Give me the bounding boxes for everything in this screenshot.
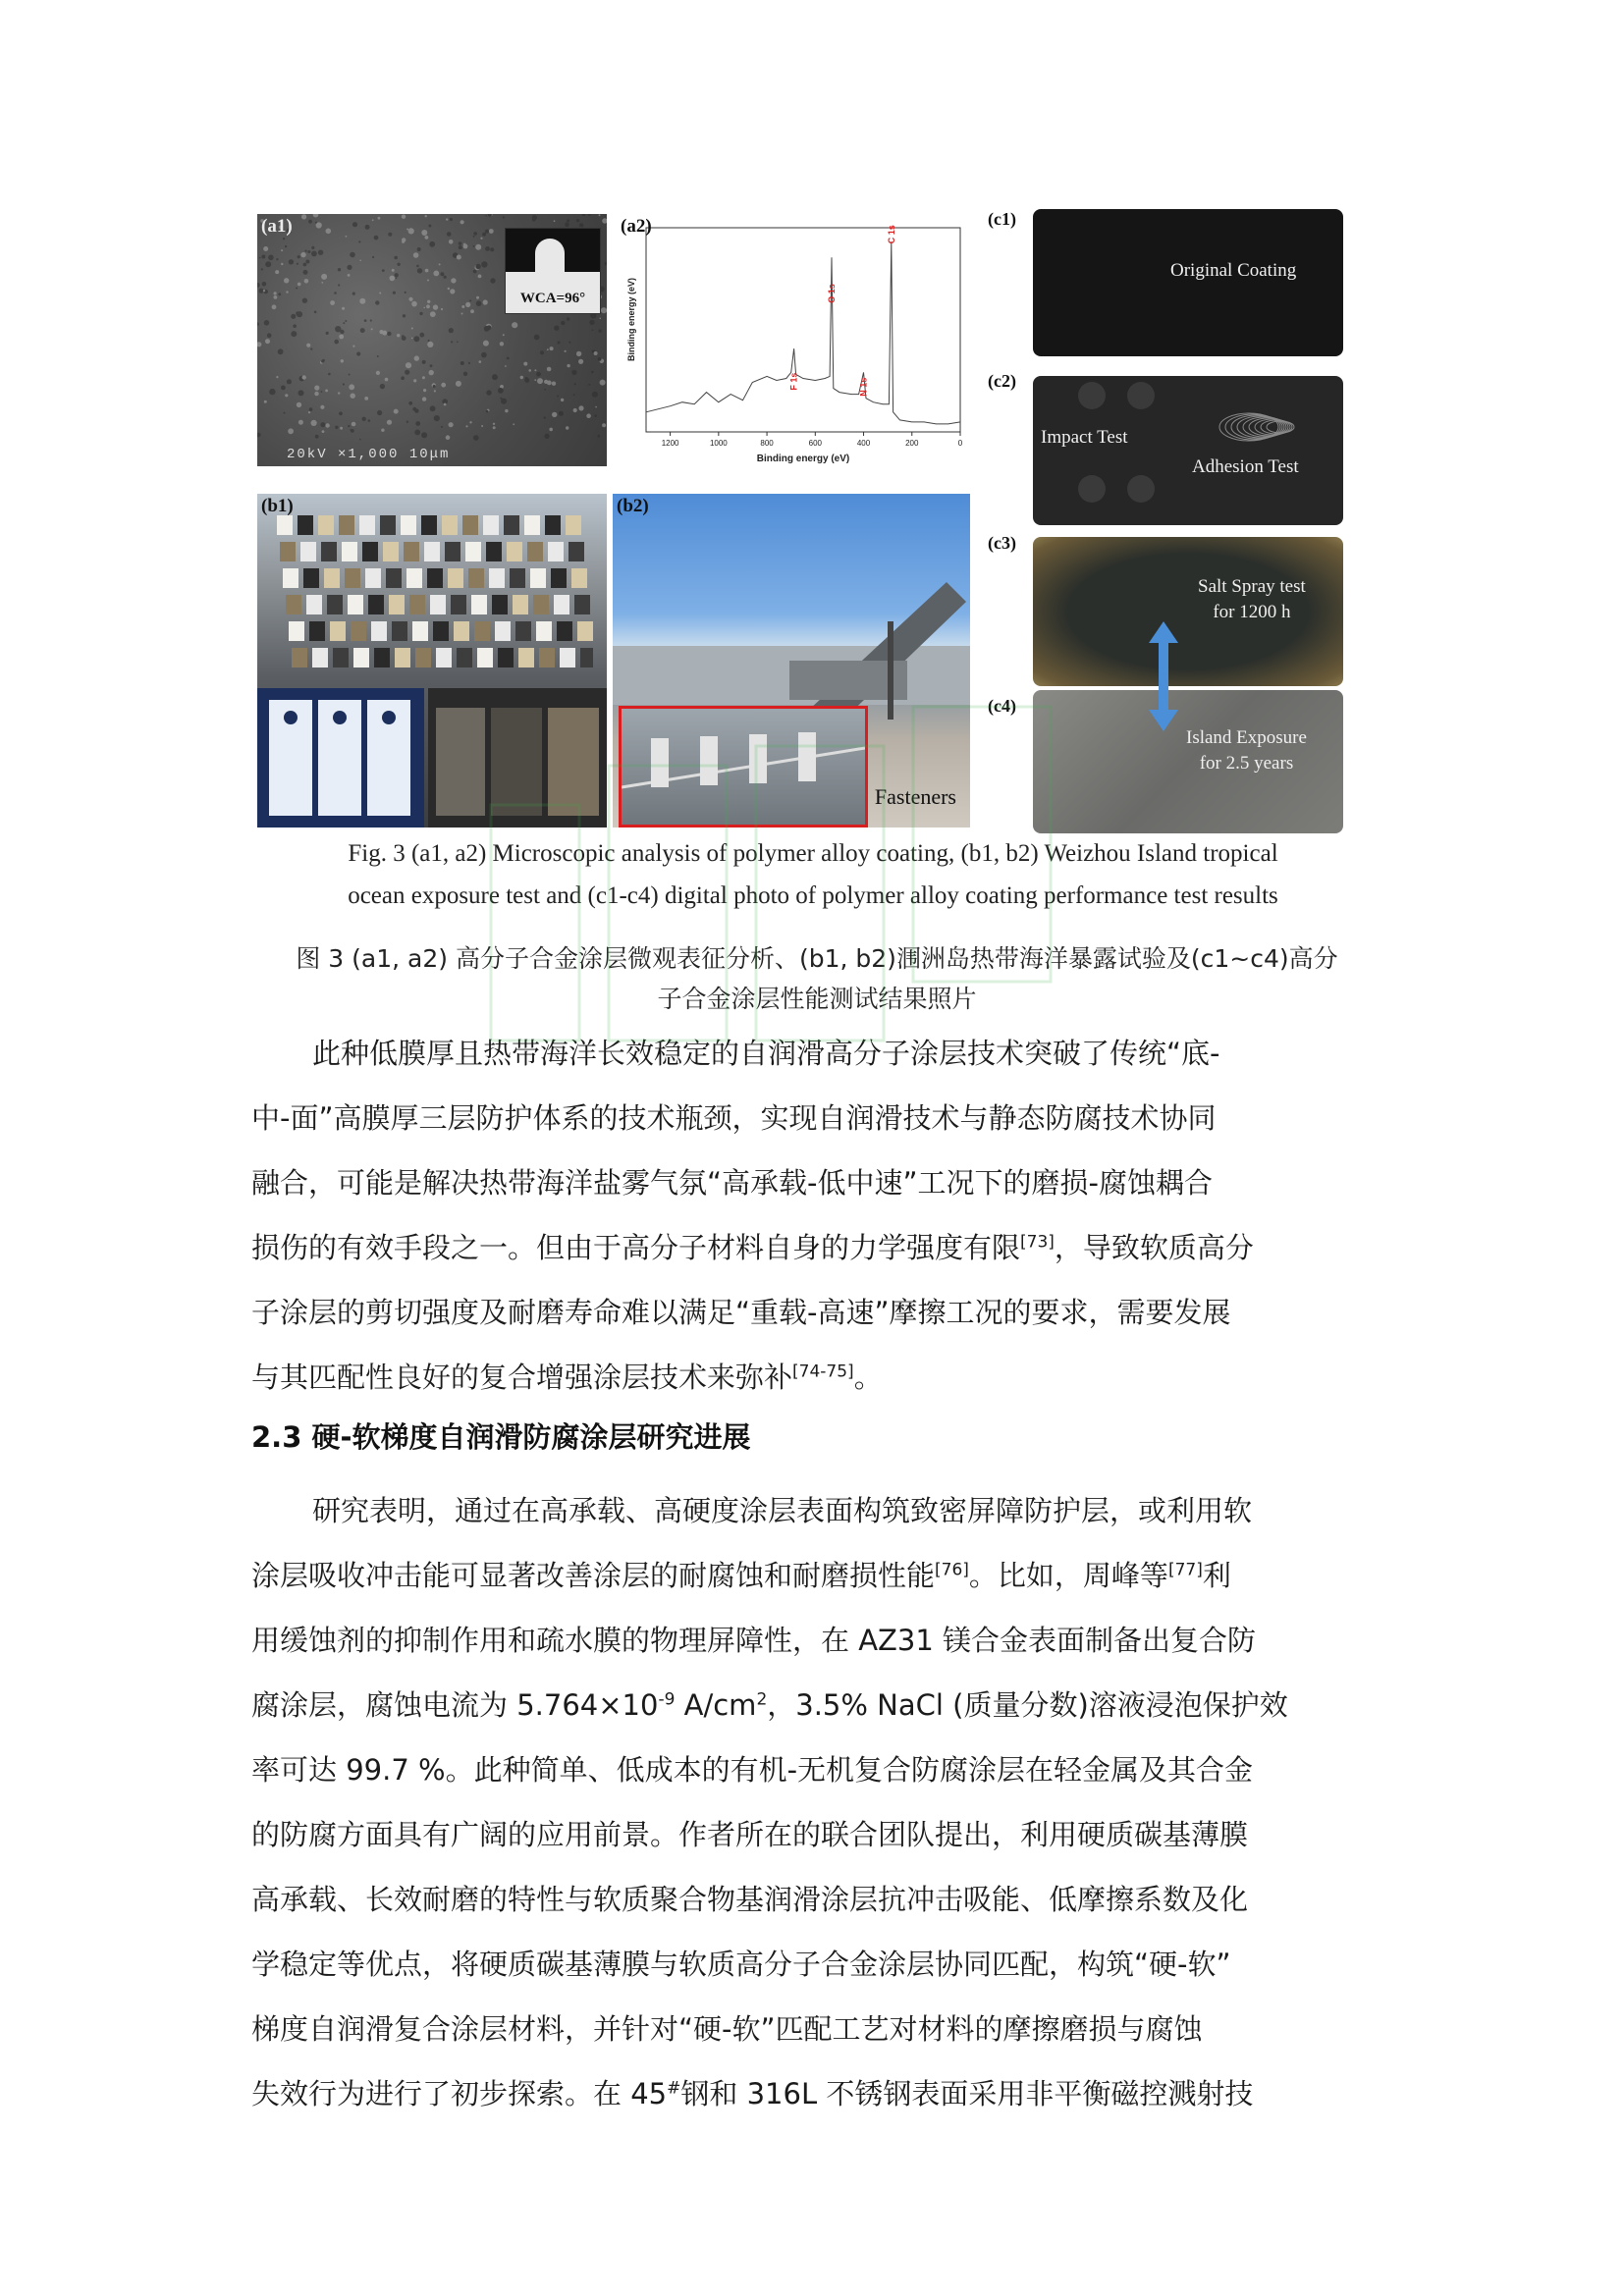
xps-x-tick-label: 1000 <box>709 439 728 448</box>
adhesion-test-label: Adhesion Test <box>1192 456 1299 477</box>
para1-line3: 融合，可能是解决热带海洋盐雾气氛“高承载-低中速”工况下的磨损-腐蚀耦合 <box>251 1166 1213 1200</box>
xps-x-tick-label: 800 <box>760 439 774 448</box>
xps-x-tick-label: 1200 <box>661 439 679 448</box>
sample-inset-blue <box>257 688 424 828</box>
salt-spray-label <box>1198 574 1306 625</box>
para2-line10: 失效行为进行了初步探索。在 45#钢和 316L 不锈钢表面采用非平衡磁控溅射技 <box>251 2077 1254 2110</box>
sample-rack-grid <box>269 507 593 679</box>
para2-line1: 研究表明，通过在高承载、高硬度涂层表面构筑致密屏障防护层，或利用软 <box>312 1494 1253 1527</box>
salt-spray-photo-c3 <box>1033 537 1343 686</box>
droplet-icon <box>535 239 565 272</box>
xps-x-tick-label: 400 <box>856 439 871 448</box>
panel-label-b1: (b1) <box>261 496 294 516</box>
para2-line4: 腐涂层，腐蚀电流为 $5.764\times 10^{-9}$ $A/cm^2$，3.5% NaCl (质量分数)溶液浸泡保护效 <box>251 1688 1288 1722</box>
impact-adhesion-photo-c2 <box>1033 376 1343 525</box>
xps-spectrum-a2 <box>617 214 972 467</box>
water-contact-angle-inset <box>505 228 601 314</box>
para2-line5: 率可达 99.7 %。此种简单、低成本的有机-无机复合防腐涂层在轻金属及其合金 <box>251 1753 1254 1787</box>
paragraph-2 <box>251 1478 1390 2126</box>
caption-zh-line1: 图 3 (a1, a2) 高分子合金涂层微观表征分析、(b1, b2)涠洲岛热带海洋暴露试验及(c1~c4)高分 <box>296 944 1338 973</box>
island-exposure-label <box>1186 725 1307 776</box>
salt-spray-line2: for 1200 h <box>1213 602 1291 622</box>
para1-line1: 此种低膜厚且热带海洋长效稳定的自润滑高分子涂层技术突破了传统“底- <box>312 1037 1220 1070</box>
panel-label-a2: (a2) <box>621 216 652 237</box>
original-coating-photo-c1 <box>1033 209 1343 356</box>
xps-peak-label: O 1s <box>827 284 837 303</box>
xps-x-axis-label: Binding energy (eV) <box>756 454 850 464</box>
sem-image-a1 <box>257 214 607 466</box>
figure-caption-zh <box>247 938 1386 1019</box>
para1-line2: 中-面”高膜厚三层防护体系的技术瓶颈，实现自润滑技术与静态防腐技术协同 <box>251 1101 1217 1135</box>
impact-test-label: Impact Test <box>1041 427 1128 448</box>
caption-zh-line2: 子合金涂层性能测试结果照片 <box>657 985 977 1013</box>
caption-en-line1: Fig. 3 (a1, a2) Microscopic analysis of polymer alloy coating, (b1, b2) Weizhou Island tropical <box>348 840 1278 867</box>
para2-line3: 用缓蚀剂的抑制作用和疏水膜的物理屏障性，在 AZ31 镁合金表面制备出复合防 <box>251 1624 1257 1657</box>
citation-76[interactable]: [76] <box>935 1560 969 1580</box>
fasteners-label: Fasteners <box>874 784 956 809</box>
para2-line2: 涂层吸收冲击能可显著改善涂层的耐腐蚀和耐磨损性能[76]。比如，周峰等[77]利 <box>251 1559 1231 1592</box>
xps-peak-label: N 1s <box>858 377 869 397</box>
figure-caption-en <box>257 832 1369 917</box>
panel-label-c4: (c4) <box>988 696 1016 716</box>
rooftop-exposure-photo-b2 <box>613 494 970 828</box>
xps-peak-label: F 1s <box>788 372 799 391</box>
panel-label-b2: (b2) <box>617 496 649 516</box>
comparison-arrow-icon <box>1149 621 1178 731</box>
caption-en-line2: ocean exposure test and (c1-c4) digital photo of polymer alloy coating performance test results <box>348 882 1278 909</box>
island-exposure-photo-c4 <box>1033 690 1343 833</box>
figure-3 <box>257 209 1345 833</box>
para2-line9: 梯度自润滑复合涂层材料，并针对“硬-软”匹配工艺对材料的摩擦磨损与腐蚀 <box>251 2012 1203 2046</box>
panel-label-c1: (c1) <box>988 209 1016 229</box>
section-heading-2-3: 2.3 硬-软梯度自润滑防腐涂层研究进展 <box>251 1420 751 1454</box>
panel-label-c3: (c3) <box>988 533 1016 553</box>
island-exposure-line2: for 2.5 years <box>1199 753 1294 774</box>
citation-77[interactable]: [77] <box>1167 1560 1203 1580</box>
xps-chart <box>617 214 972 467</box>
xps-peak-label: C 1s <box>886 225 896 244</box>
salt-spray-line1: Salt Spray test <box>1198 576 1306 597</box>
sample-inset-dark <box>428 688 607 828</box>
para1-line6: 与其匹配性良好的复合增强涂层技术来弥补[74-75]。 <box>251 1361 883 1394</box>
xps-spectrum-line <box>646 241 960 424</box>
xps-plot-frame <box>646 228 960 432</box>
paragraph-1 <box>251 1021 1390 1410</box>
para2-line6: 的防腐方面具有广阔的应用前景。作者所在的联合团队提出，利用硬质碳基薄膜 <box>251 1818 1249 1851</box>
fastener-inset <box>619 706 868 828</box>
xps-x-tick-label: 200 <box>905 439 919 448</box>
sem-scale-info: 20kV ×1,000 10μm <box>287 447 451 462</box>
xps-y-axis-label: Binding energy (eV) <box>626 277 636 361</box>
xps-x-tick-label: 0 <box>957 439 963 448</box>
citation-73[interactable]: [73] <box>1020 1232 1055 1253</box>
para1-line5: 子涂层的剪切强度及耐磨寿命难以满足“重载-高速”摩擦工况的要求，需要发展 <box>251 1296 1231 1329</box>
citation-74-75[interactable]: [74-75] <box>792 1362 854 1382</box>
para1-line4: 损伤的有效手段之一。但由于高分子材料自身的力学强度有限[73]，导致软质高分 <box>251 1231 1254 1264</box>
panel-label-c2: (c2) <box>988 371 1016 391</box>
original-coating-label: Original Coating <box>1170 260 1297 281</box>
para2-line8: 学稳定等优点，将硬质碳基薄膜与软质高分子合金涂层协同匹配，构筑“硬-软” <box>251 1948 1231 1981</box>
wca-value: WCA=96° <box>519 291 586 306</box>
xps-x-tick-label: 600 <box>808 439 822 448</box>
panel-label-a1: (a1) <box>261 216 293 237</box>
exposure-rack-photo-b1 <box>257 494 607 828</box>
island-exposure-line1: Island Exposure <box>1186 727 1307 748</box>
para2-line7: 高承载、长效耐磨的特性与软质聚合物基润滑涂层抗冲击吸能、低摩擦系数及化 <box>251 1883 1249 1916</box>
